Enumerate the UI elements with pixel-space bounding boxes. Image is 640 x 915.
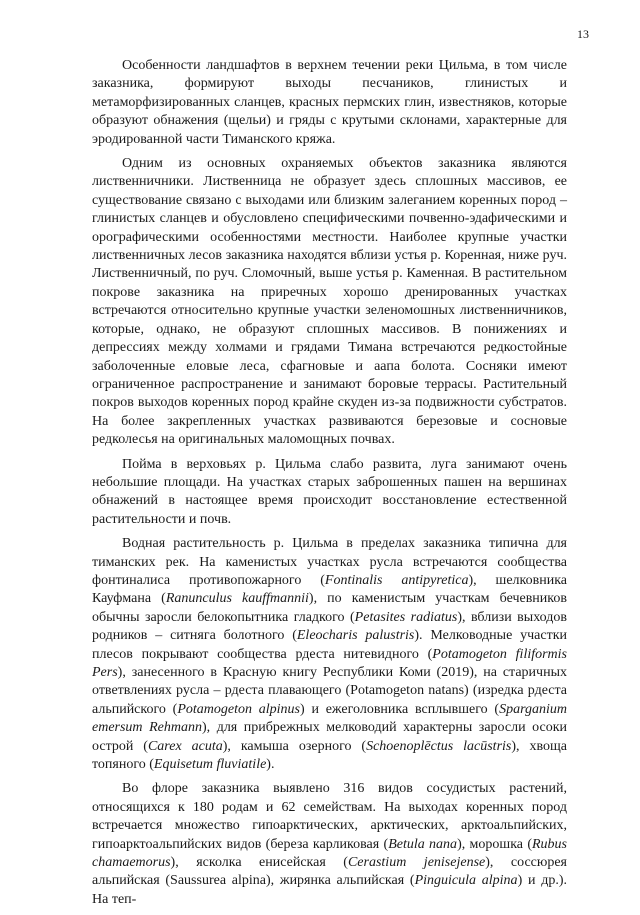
latin-name: Rubus chamaemorus <box>92 836 567 871</box>
text-run: ). <box>266 757 275 773</box>
paragraph-aquatic-vegetation <box>92 535 567 774</box>
paragraph-floodplain <box>92 456 567 530</box>
paragraph-landscape <box>92 57 567 149</box>
latin-name: Ranunculus kauffmannii <box>165 591 309 607</box>
latin-name: Pinguicula alpina <box>414 873 518 889</box>
text-run: ), хвоща топяного ( <box>92 738 567 773</box>
body-text <box>92 57 567 915</box>
text-run: ), для прибрежных мелководий характерны заросли осоки острой ( <box>92 720 567 754</box>
text-run: ), занесенного в Красную книгу Республики Коми (2019), на старичных ответвлениях русла – рдеста плавающего (Potamogeton natans) (изредка рдеста альпийского ( <box>92 665 567 717</box>
text-run: Во флоре заказника выявлено 316 видов сосудистых растений, относящихся к 180 родам и 62 семействам. На выходах коренных пород встречается множество гипоарктических, арктических, арктоальпийских, гипоарктоальпийских видов (береза карликовая ( <box>92 781 567 852</box>
text-run: ), ясколка енисейская ( <box>170 855 348 871</box>
paragraph-larch-forests <box>92 155 567 450</box>
latin-name: Fontinalis antipyretica <box>324 572 469 588</box>
text-run: ), морошка ( <box>457 836 532 852</box>
latin-name: Potamogeton filiformis Pers <box>92 646 568 680</box>
latin-name: Sparganium emersum Rehmann <box>92 701 568 736</box>
latin-name: Betula nana <box>388 836 458 852</box>
text-run: Особенности ландшафтов в верхнем течении реки Цильма, в том числе заказника, формируют выходы песчаников, глинистых и метаморфизированных сланцев, красных пермских глин, известняков, которые образуют обнажения (щельи) и гряды с крутыми склонами, характерные для эродированной части Тиманского кряжа. <box>92 58 567 147</box>
text-run: ). Мелководные участки плесов покрывают сообщества рдеста нитевидного ( <box>92 628 568 662</box>
latin-name: Carex acuta <box>147 738 223 754</box>
text-run: Одним из основных охраняемых объектов заказника являются лиственничники. Лиственница не образует здесь сплошных массивов, ее существование связано с выходами или близким залеганием коренных пород – глинистых сланцев и обусловлено специфическими почвенно-эдафическими и орографическими особенностями местности. Наиболее крупные участки лиственничных лесов заказника находятся вблизи устья р. Коренная, ниже руч. Лиственничный, по руч. Сломочный, выше устья р. Каменная. В растительном покрове заказника на приречных хорошо дренированных участках встречаются относительно крупные участки зеленомошных лиственничников, которые, однако, не образуют сплошных массивов. В понижениях и депрессиях между холмами и грядами Тимана встречаются редкостойные заболоченные еловые леса, сфагновые и аапа болота. Сосняки имеют ограниченное распространение и занимают боровые террасы. Растительный покров выходов коренных пород крайне скуден из-за подвижности субстратов. На более закрепленных участках развиваются березовые и сосновые редколесья на оригинальных маломощных почвах. <box>92 156 567 448</box>
latin-name: Petasites radiatus <box>354 609 458 625</box>
text-run: ) и ежеголовника всплывшего ( <box>300 701 500 717</box>
text-run: ), шелковника Кауфмана ( <box>92 572 568 607</box>
text-run: Водная растительность р. Цильма в пределах заказника типична для тиманских рек. На каменистых участках русла встречаются сообщества фонтиналиса противопожарного ( <box>92 536 567 588</box>
paragraph-flora <box>92 780 567 909</box>
latin-name: Potamogeton alpinus <box>177 701 300 717</box>
latin-name: Schoenoplēctus lacūstris <box>366 738 512 754</box>
text-run: Пойма в верховьях р. Цильма слабо развита, луга занимают очень небольшие площади. На участках старых заброшенных пашен на вершинах обнажений в настоящее время происходит восстановление естественной растительности и почв. <box>92 456 567 527</box>
text-run: ), соссюрея альпийская (Saussurea alpina), жирянка альпийская ( <box>92 855 567 889</box>
latin-name: Cerastium jenisejense <box>347 855 486 871</box>
text-run: ), камыша озерного ( <box>222 738 367 754</box>
text-run: ) и др.). На теп- <box>92 873 567 907</box>
text-run: ), по каменистым участкам бечевников обычны заросли белокопытника гладкого ( <box>92 591 567 625</box>
page-number: 13 <box>577 27 589 41</box>
latin-name: Equisetum fluviatile <box>153 757 267 773</box>
text-run: ), вблизи выходов родников – ситняга болотного ( <box>92 609 567 644</box>
latin-name: Eleocharis palustris <box>296 628 415 644</box>
